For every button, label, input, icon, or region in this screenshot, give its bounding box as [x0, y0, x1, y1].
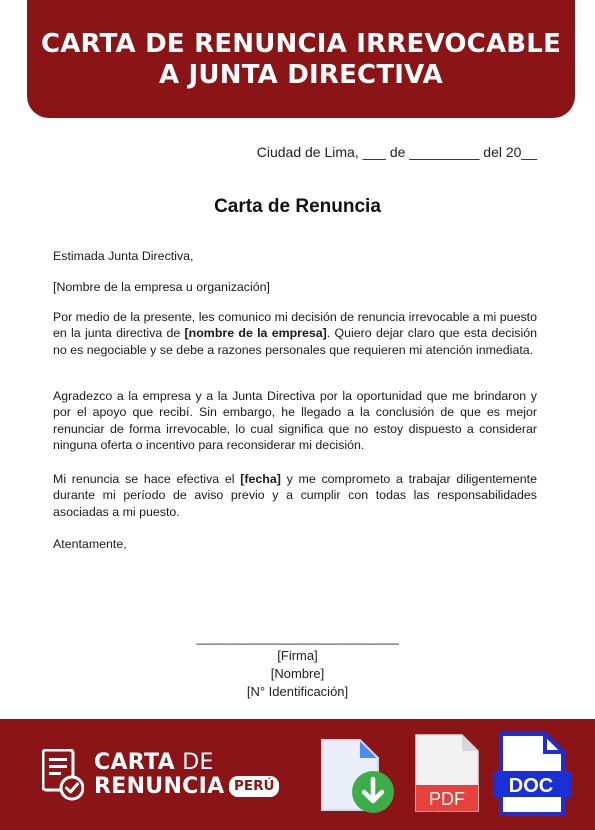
signature-line: ______________________________ [196, 630, 399, 645]
id-placeholder: [N° Identificación] [246, 684, 349, 699]
company-placeholder: [Nombre de la empresa u organización] [53, 280, 270, 294]
brand-text-line-2 [94, 775, 224, 799]
brand-word-de: DE [174, 750, 214, 775]
document-check-icon [42, 749, 84, 801]
google-docs-download-icon[interactable] [318, 736, 396, 814]
name-placeholder: [Nombre] [270, 666, 325, 681]
doc-file-icon[interactable] [493, 731, 573, 817]
footer-bar [0, 719, 595, 830]
paragraph-3 [53, 471, 537, 520]
date-line: Ciudad de Lima, ___ de _________ del 20__ [256, 144, 537, 160]
date-field: [fecha] [240, 472, 281, 486]
brand-word-renuncia: RENUNCIA [94, 774, 225, 799]
brand-word-carta: CARTA [94, 750, 175, 775]
paragraph-1-text-b: . Quiero dejar claro que esta decisión no es negociable y se debe a razones personales que requieren mi atención inmediata. [53, 326, 537, 357]
paragraph-3-text-b: y me comprometo a trabajar diligentemente durante mi período de aviso previo y a cumplir con todas las responsabilidades asociadas a mi puesto. [53, 472, 537, 519]
paragraph-1 [53, 309, 537, 358]
banner-title-line-2: A JUNTA DIRECTIVA [158, 60, 444, 90]
paragraph-3-text-a: Mi renuncia se hace efectiva el [53, 472, 241, 486]
letter-title: Carta de Renuncia [214, 196, 381, 217]
paragraph-1-text-a: Por medio de la presente, les comunico mi decisión de renuncia irrevocable a mi puesto en la junta directiva de [53, 310, 537, 341]
brand-text-line-1 [94, 751, 214, 775]
pdf-file-icon[interactable] [414, 733, 480, 813]
title-banner [27, 0, 575, 118]
signature-placeholder: [Firma] [277, 648, 318, 663]
peru-badge: PERÚ [229, 776, 279, 797]
doc-label: DOC [508, 775, 554, 797]
banner-title-line-1: CARTA DE RENUNCIA IRREVOCABLE [40, 29, 562, 59]
paragraph-2: Agradezco a la empresa y a la Junta Directiva por la oportunidad que me brindaron y por el apoyo que recibí. Sin embargo, he llegado a la conclusión de que es mejor renunciar de forma irrevocable, lo cual significa que no estoy dispuesto a considerar ninguna oferta o incentivo para reconsiderar mi decisión. [53, 389, 537, 452]
salutation: Estimada Junta Directiva, [53, 249, 194, 263]
pdf-label: PDF [429, 789, 465, 809]
company-name-field: [nombre de la empresa] [184, 326, 327, 341]
closing: Atentamente, [53, 537, 127, 551]
